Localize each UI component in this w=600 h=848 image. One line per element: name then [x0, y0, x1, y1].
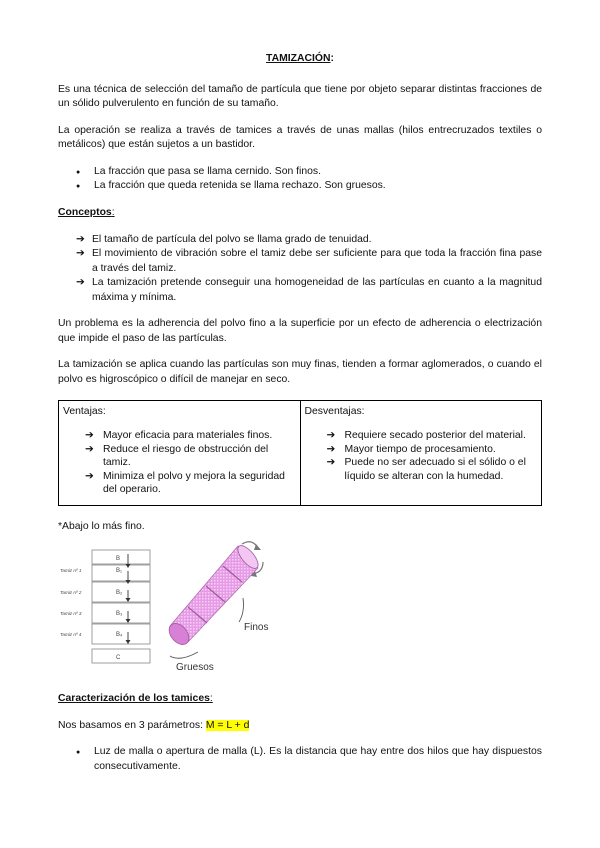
box-label: C: [116, 655, 121, 662]
intro-paragraph-2: La operación se realiza a través de tamices a través de unas mallas (hilos entrecruzados textiles o metálicos) que están sujetos a un bastidor.: [58, 124, 542, 151]
arrow-icon: ➔: [85, 430, 94, 442]
figure-note: *Abajo lo más fino.: [58, 520, 145, 532]
arrow-icon: ➔: [76, 233, 85, 245]
advantages-cell: [59, 400, 301, 505]
list-item: ➔ El tamaño de partícula del polvo se llama grado de tenuidad.: [58, 233, 542, 248]
concepts-list: [58, 233, 542, 306]
box-label: B₄: [116, 632, 123, 639]
collector-box: [92, 649, 150, 663]
box-label: B₂: [116, 590, 123, 597]
pros-cons-table: [58, 400, 542, 506]
fractions-list: [58, 165, 542, 194]
list-item: ➔ El movimiento de vibración sobre el tamiz debe ser suficiente para que toda la fracción fina pase a través del tamiz.: [76, 248, 542, 274]
list-item: ➔ Requiere secado posterior del material.: [326, 430, 526, 442]
arrow-icon: ➔: [326, 457, 336, 469]
list-item: ● La fracción que queda retenida se llama rechazo. Son gruesos.: [58, 179, 542, 194]
sieve-figure: [58, 538, 288, 678]
intro-paragraph-1: Es una técnica de selección del tamaño de partícula que tiene por objeto separar distintas fracciones de un sólido pulverulento en función de su tamaño.: [58, 83, 542, 110]
sieve-label: Tamiz nº 1: [60, 568, 82, 574]
sieve-box: [92, 550, 150, 564]
sieve-label: Tamiz nº 4: [60, 632, 82, 638]
sieve-stack: [92, 550, 150, 663]
concepts-heading: Conceptos:: [58, 206, 115, 218]
sieve-label: Tamiz nº 3: [60, 611, 82, 617]
sieve-label: Tamiz nº 2: [60, 590, 82, 596]
page-title: TAMIZACIÓN:: [266, 53, 334, 64]
list-item: ➔ Mayor tiempo de procesamiento.: [326, 443, 496, 455]
list-item: ➔ Puede no ser adecuado si el sólido o el líquido se alteran con la humedad.: [326, 457, 526, 482]
problem-paragraph: Un problema es la adherencia del polvo fino a la superficie por un efecto de adherencia o electrización que impide el paso de las partículas.: [58, 318, 542, 344]
box-label: B: [116, 556, 121, 563]
advantages-list: [63, 429, 296, 497]
application-paragraph: La tamización se aplica cuando las partículas son muy finas, tienden a formar aglomerados, o cuando el polvo es higroscópico o difícil de manejar en seco.: [58, 359, 542, 385]
list-item: ➔ La tamización pretende conseguir una homogeneidad de las partículas en cuanto a la magnitud máxima y mínima.: [76, 277, 542, 303]
disadvantages-list: [305, 429, 538, 483]
list-item: ● Luz de malla o apertura de malla (L). Es la distancia que hay entre dos hilos que hay dispuestos consecutivamente.: [58, 745, 542, 774]
parameters-list: [58, 745, 542, 774]
disadvantages-header: Desventajas:: [304, 405, 365, 417]
rotary-sieve: [165, 542, 263, 659]
box-label: B₁: [116, 568, 123, 575]
arrow-icon: ➔: [76, 277, 85, 289]
list-item: ➔ Mayor eficacia para materiales finos.: [85, 430, 273, 442]
arrow-icon: ➔: [326, 430, 336, 442]
disadvantages-cell: [300, 400, 542, 505]
finos-label: Finos: [244, 622, 269, 634]
advantages-header: Ventajas:: [63, 405, 106, 417]
gruesos-label: Gruesos: [176, 662, 214, 674]
list-item: ➔ Minimiza el polvo y mejora la seguridad del operario.: [85, 470, 285, 496]
arrow-icon: ➔: [85, 443, 94, 455]
sieve-diagram: [58, 538, 288, 678]
arrow-icon: ➔: [76, 248, 85, 260]
arrow-icon: ➔: [85, 470, 94, 482]
list-item: ➔ Reduce el riesgo de obstrucción del tamiz.: [85, 443, 269, 469]
document-page: [58, 52, 542, 787]
arrow-icon: ➔: [326, 443, 336, 455]
box-label: B₃: [116, 611, 123, 618]
formula-highlight: M = L + d: [205, 719, 250, 731]
characterization-heading: Caracterización de los tamices:: [58, 693, 213, 705]
parameters-line: Nos basamos en 3 parámetros: M = L + d: [58, 719, 250, 731]
list-item: ● La fracción que pasa se llama cernido. Son finos.: [58, 165, 542, 180]
